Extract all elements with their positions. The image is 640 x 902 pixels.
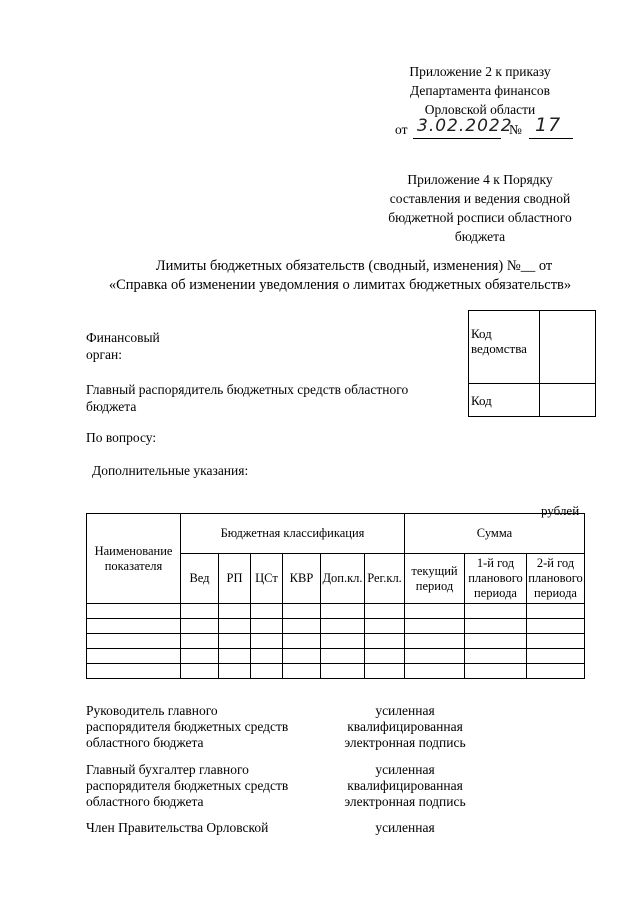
- table-cell: [87, 649, 181, 664]
- codes-table: [468, 310, 596, 417]
- signature-member-esign: [330, 820, 480, 836]
- header-text: Наименование: [94, 543, 173, 558]
- header-regkl: Рег.кл.: [365, 554, 405, 604]
- code-value-cell: [540, 311, 596, 384]
- date-underline: [413, 138, 501, 139]
- table-cell: [365, 664, 405, 679]
- header-text: показателя: [104, 558, 163, 573]
- table-cell: [251, 649, 283, 664]
- table-cell: [405, 634, 465, 649]
- table-cell: [405, 604, 465, 619]
- table-cell: [181, 649, 219, 664]
- table-cell: [283, 649, 321, 664]
- table-cell: [219, 649, 251, 664]
- signature-text: Главный бухгалтер главного: [86, 762, 249, 777]
- header-text: текущий: [411, 563, 458, 578]
- header-budget-class: Бюджетная классификация: [181, 514, 405, 554]
- table-cell: [465, 619, 527, 634]
- signature-member-label: Член Правительства Орловской: [86, 820, 269, 835]
- table-cell: [87, 604, 181, 619]
- table-cell: [219, 619, 251, 634]
- table-row: [87, 649, 585, 664]
- code-label: ведомства: [471, 341, 527, 356]
- table-cell: [365, 619, 405, 634]
- title-line: «Справка об изменении уведомления о лимитах бюджетных обязательств»: [108, 277, 572, 293]
- table-cell: [283, 634, 321, 649]
- table-cell: [181, 664, 219, 679]
- table-cell: [219, 634, 251, 649]
- signature-text: областного бюджета: [86, 794, 204, 809]
- question-label: По вопросу:: [86, 430, 157, 445]
- approval-line: Департамента финансов: [410, 83, 550, 98]
- signature-text: квалифицированная: [347, 719, 463, 734]
- signature-text: распорядителя бюджетных средств: [86, 719, 289, 734]
- approval-line: Приложение 4 к Порядку: [407, 172, 553, 187]
- field-label: Финансовый: [86, 330, 160, 345]
- number-underline: [529, 138, 573, 139]
- table-cell: [251, 634, 283, 649]
- table-cell: [527, 649, 585, 664]
- header-rp: РП: [219, 554, 251, 604]
- approval-line: составления и ведения сводной: [389, 191, 571, 206]
- header-cst: ЦСт: [251, 554, 283, 604]
- table-cell: [365, 649, 405, 664]
- table-cell: [321, 619, 365, 634]
- table-cell: [181, 634, 219, 649]
- signature-text: электронная подпись: [344, 794, 466, 809]
- from-label: от: [395, 122, 408, 137]
- table-cell: [219, 664, 251, 679]
- table-cell: [405, 619, 465, 634]
- header-text: планового: [528, 571, 583, 585]
- table-cell: [283, 664, 321, 679]
- approval-line: Орловской области: [424, 102, 536, 117]
- code-label: Код: [471, 326, 492, 341]
- table-cell: [465, 604, 527, 619]
- title-line: Лимиты бюджетных обязательств (сводный, изменения) №__ от: [155, 258, 553, 274]
- table-cell: [365, 634, 405, 649]
- signature-text: областного бюджета: [86, 735, 204, 750]
- limits-table: [86, 513, 585, 679]
- table-row: [87, 664, 585, 679]
- signature-text: распорядителя бюджетных средств: [86, 778, 289, 793]
- header-text: периода: [534, 586, 577, 600]
- table-cell: [527, 619, 585, 634]
- header-sum: Сумма: [405, 514, 585, 554]
- signature-text: усиленная: [375, 762, 435, 777]
- table-cell: [87, 664, 181, 679]
- signature-head-esign: [330, 703, 480, 751]
- header-text: период: [415, 578, 454, 593]
- signature-accountant-esign: [330, 762, 480, 810]
- header-text: периода: [474, 586, 517, 600]
- table-cell: [365, 604, 405, 619]
- field-label: Главный распорядитель бюджетных средств областного: [86, 382, 409, 397]
- signature-text: электронная подпись: [344, 735, 466, 750]
- header-text: 2-й год: [536, 556, 575, 570]
- approval-block-procedure: [368, 172, 592, 245]
- header-current-period: [405, 554, 465, 604]
- field-label: бюджета: [86, 399, 137, 414]
- approval-date-line: [395, 114, 575, 140]
- table-cell: [465, 649, 527, 664]
- signature-accountant-label: [86, 762, 288, 810]
- table-cell: [283, 619, 321, 634]
- field-label: орган:: [86, 347, 123, 362]
- approval-line: Приложение 2 к приказу: [409, 64, 551, 79]
- signature-head-label: [86, 703, 288, 751]
- table-cell: [283, 604, 321, 619]
- header-ved: Вед: [181, 554, 219, 604]
- table-cell: [181, 619, 219, 634]
- header-year-2: [527, 554, 585, 604]
- handwritten-date: 3.02.2022: [417, 116, 513, 136]
- table-cell: [405, 664, 465, 679]
- unit-label: рублей: [541, 503, 580, 518]
- header-year-1: [465, 554, 527, 604]
- table-cell: [527, 634, 585, 649]
- table-cell: [251, 664, 283, 679]
- code-label: Код: [471, 392, 492, 408]
- table-cell: [321, 664, 365, 679]
- table-cell: [251, 619, 283, 634]
- table-cell: [527, 664, 585, 679]
- signature-text: квалифицированная: [347, 778, 463, 793]
- number-label: №: [509, 122, 522, 137]
- header-text: 1-й год: [476, 556, 515, 570]
- financial-organ-label: [86, 330, 160, 363]
- signature-text: усиленная: [375, 703, 435, 718]
- signature-text: усиленная: [375, 820, 435, 835]
- table-row: [87, 634, 585, 649]
- code-value-cell: [540, 384, 596, 417]
- table-cell: [219, 604, 251, 619]
- table-row: [87, 619, 585, 634]
- header-dopkl: Доп.кл.: [321, 554, 365, 604]
- table-cell: [87, 619, 181, 634]
- header-kvr: КВР: [283, 554, 321, 604]
- handwritten-number: 17: [535, 114, 562, 136]
- table-cell: [321, 634, 365, 649]
- table-cell: [527, 604, 585, 619]
- header-text: планового: [468, 571, 523, 585]
- table-cell: [321, 604, 365, 619]
- header-name-cell: [87, 514, 181, 604]
- signature-text: Руководитель главного: [86, 703, 218, 718]
- table-cell: [251, 604, 283, 619]
- approval-block-order: [380, 64, 580, 118]
- main-manager-label: [86, 382, 408, 415]
- table-cell: [465, 634, 527, 649]
- table-cell: [87, 634, 181, 649]
- table-cell: [321, 649, 365, 664]
- table-row: [87, 604, 585, 619]
- approval-line: бюджета: [454, 229, 506, 244]
- table-cell: [465, 664, 527, 679]
- code-label-cell: [469, 311, 540, 384]
- code-label-cell: [469, 384, 540, 417]
- extra-instructions-label: Дополнительные указания:: [92, 463, 249, 478]
- approval-line: бюджетной росписи областного: [388, 210, 572, 225]
- document-title: [60, 258, 620, 293]
- table-cell: [405, 649, 465, 664]
- table-cell: [181, 604, 219, 619]
